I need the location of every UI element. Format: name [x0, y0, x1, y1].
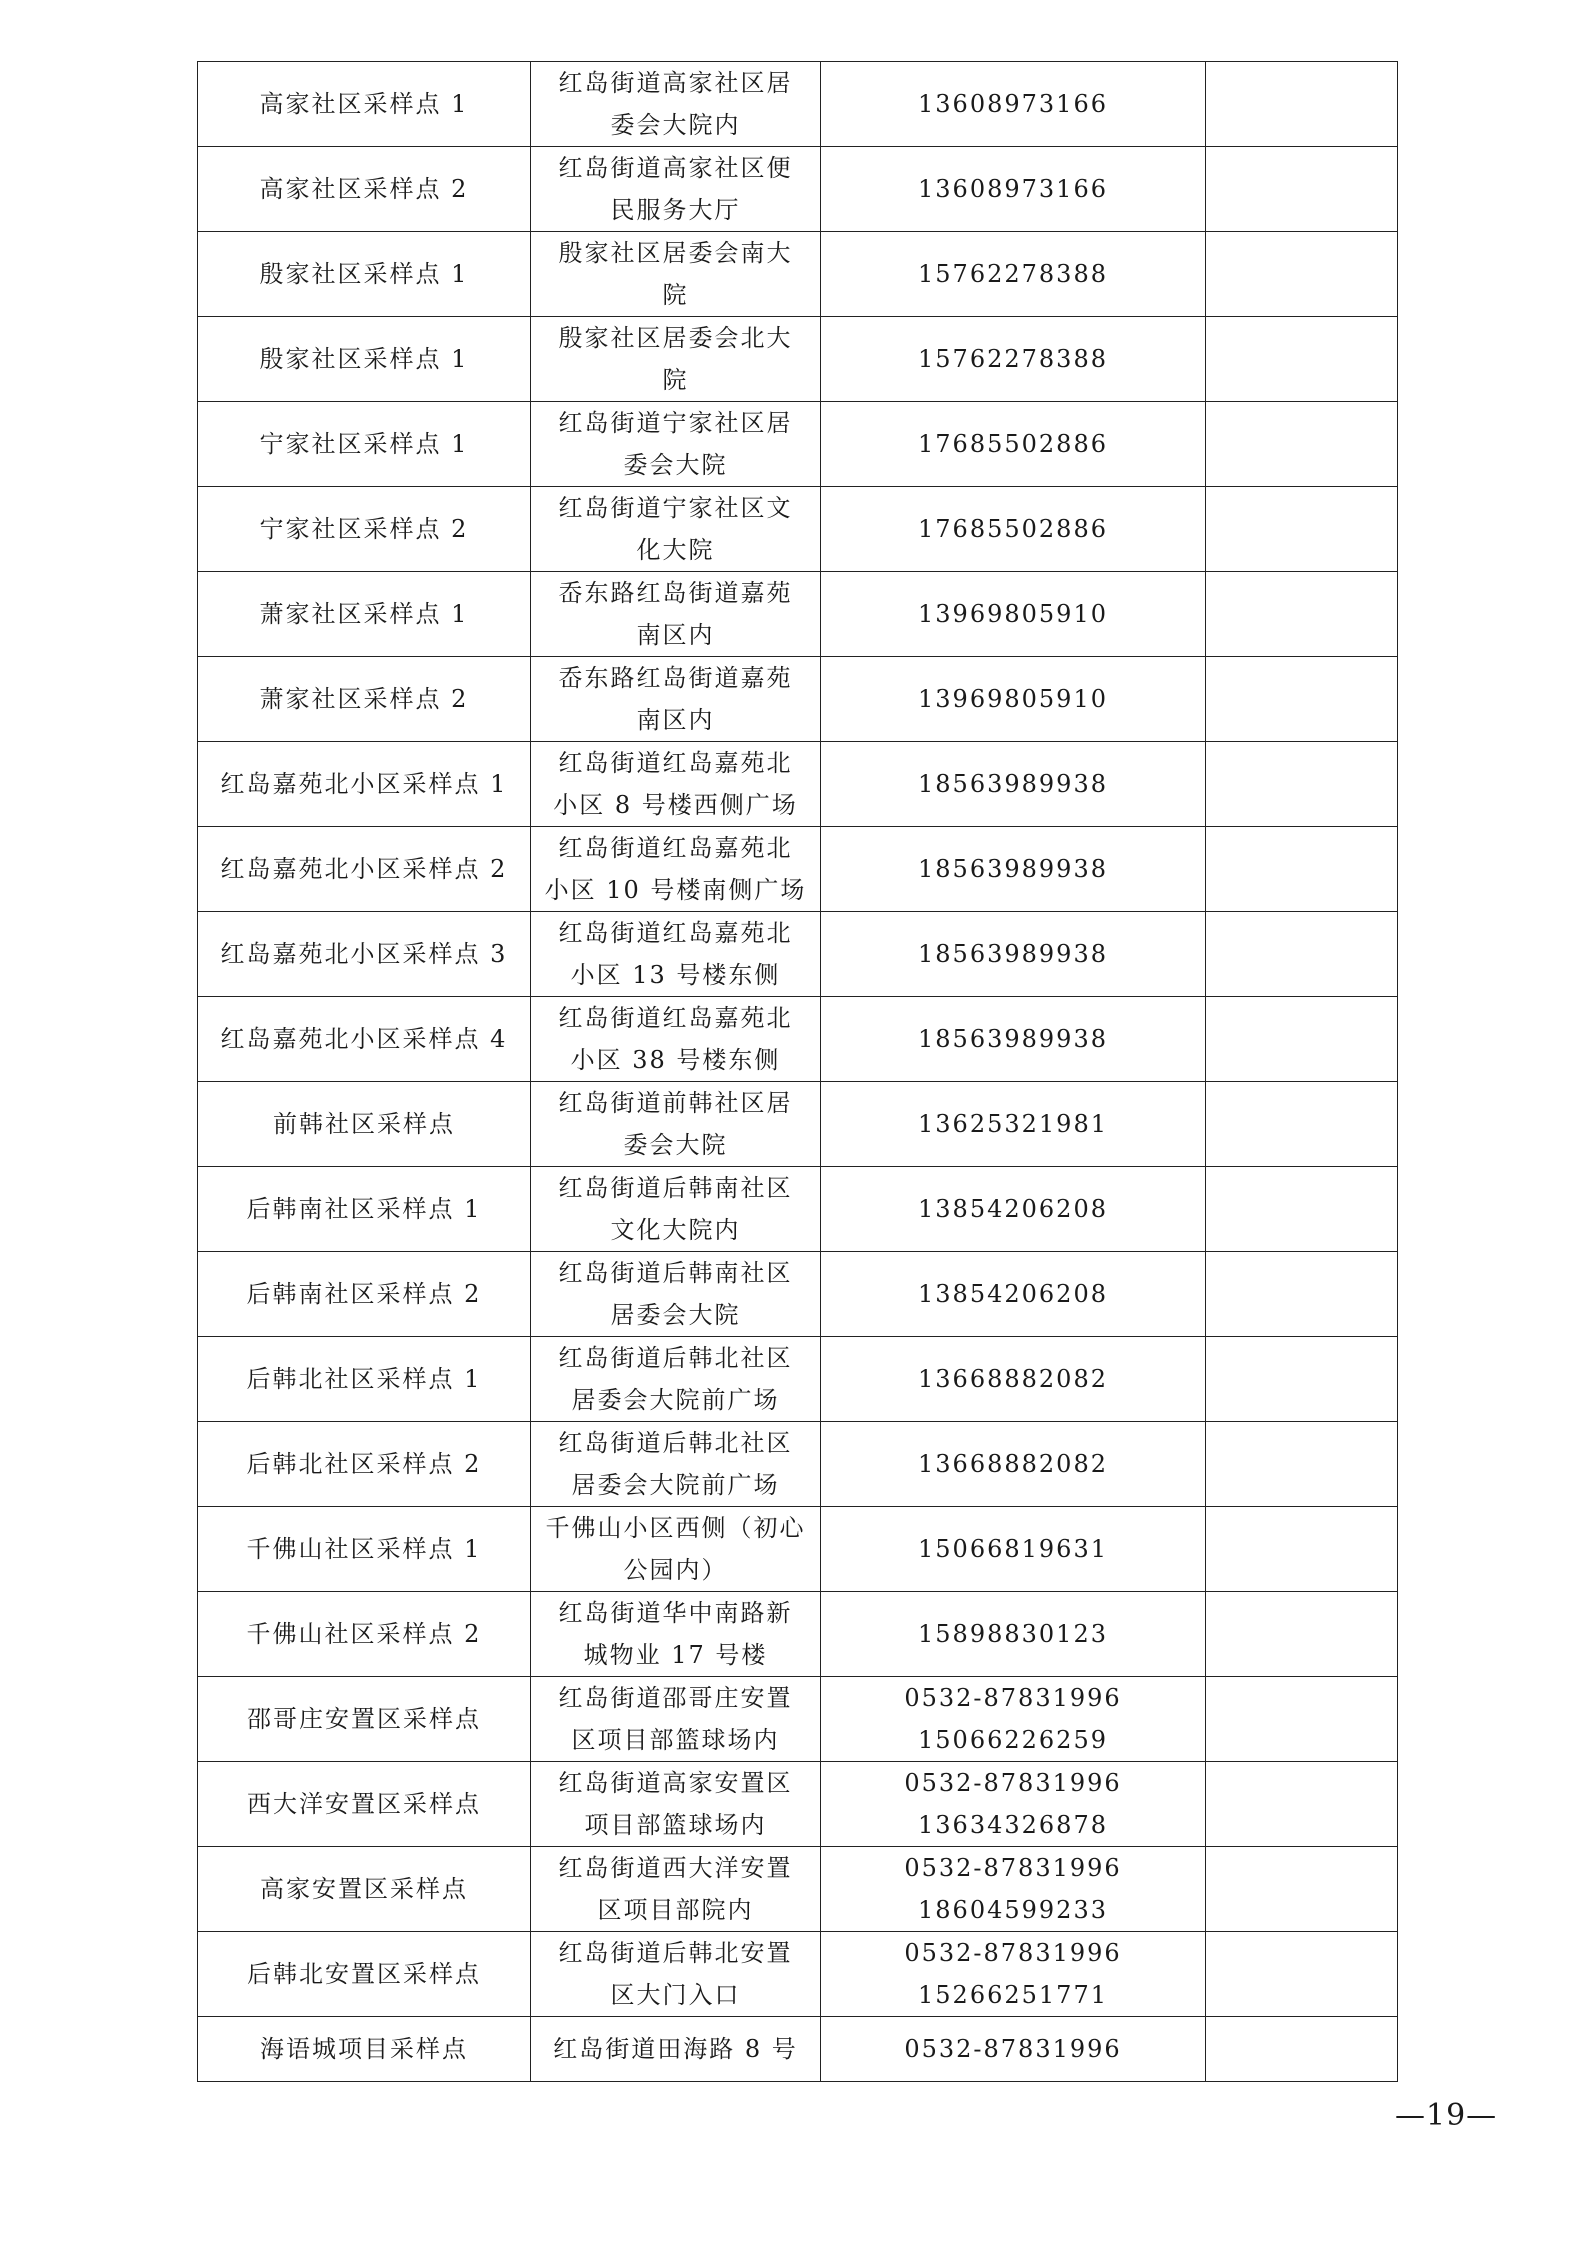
address-line: 红岛街道后韩北社区 — [558, 1429, 793, 1457]
note-cell — [1206, 1932, 1398, 2017]
phone-number: 13634326878 — [918, 1811, 1108, 1839]
address-line: 红岛街道宁家社区文 — [558, 494, 793, 522]
phone-number: 0532-87831996 — [904, 1684, 1122, 1712]
address-line: 红岛街道西大洋安置 — [558, 1854, 793, 1882]
table-row — [198, 1592, 1398, 1677]
address-line: 南区内 — [636, 621, 715, 649]
phone-number: 18604599233 — [918, 1896, 1108, 1924]
note-cell — [1206, 402, 1398, 487]
site-name-cell: 后韩北社区采样点 2 — [198, 1422, 531, 1507]
table-row — [198, 1847, 1398, 1932]
note-cell — [1206, 1337, 1398, 1422]
note-cell — [1206, 1592, 1398, 1677]
phone-number: 13854206208 — [918, 1280, 1108, 1308]
note-cell — [1206, 572, 1398, 657]
table-body — [198, 62, 1398, 2082]
address-line: 红岛街道高家安置区 — [558, 1769, 793, 1797]
note-cell — [1206, 657, 1398, 742]
note-cell — [1206, 1507, 1398, 1592]
contact-phone-cell — [821, 1932, 1206, 2017]
address-line: 委会大院 — [623, 451, 728, 479]
site-name-cell: 后韩北安置区采样点 — [198, 1932, 531, 2017]
phone-number: 17685502886 — [918, 515, 1108, 543]
site-name-cell: 萧家社区采样点 1 — [198, 572, 531, 657]
phone-number: 0532-87831996 — [904, 2035, 1122, 2063]
site-name-cell: 后韩南社区采样点 1 — [198, 1167, 531, 1252]
address-line: 南区内 — [636, 706, 715, 734]
address-line: 殷家社区居委会南大 — [558, 239, 793, 267]
table-row — [198, 912, 1398, 997]
table-row — [198, 827, 1398, 912]
phone-number: 13668882082 — [918, 1365, 1108, 1393]
address-line: 居委会大院前广场 — [571, 1471, 780, 1499]
phone-number: 17685502886 — [918, 430, 1108, 458]
phone-number: 15266251771 — [918, 1981, 1108, 2009]
address-line: 红岛街道后韩北社区 — [558, 1344, 793, 1372]
site-name-cell: 千佛山社区采样点 1 — [198, 1507, 531, 1592]
contact-phone-cell — [821, 657, 1206, 742]
address-line: 居委会大院前广场 — [571, 1386, 780, 1414]
contact-phone-cell — [821, 232, 1206, 317]
address-line: 民服务大厅 — [610, 196, 741, 224]
phone-number: 15762278388 — [918, 345, 1108, 373]
address-line: 红岛街道田海路 8 号 — [553, 2035, 798, 2063]
address-line: 千佛山小区西侧（初心 — [545, 1514, 806, 1542]
table-row — [198, 1507, 1398, 1592]
contact-phone-cell — [821, 317, 1206, 402]
contact-phone-cell — [821, 1337, 1206, 1422]
contact-phone-cell — [821, 62, 1206, 147]
contact-phone-cell — [821, 912, 1206, 997]
phone-number: 15066226259 — [918, 1726, 1108, 1754]
site-name-cell: 殷家社区采样点 1 — [198, 317, 531, 402]
site-name-cell: 高家社区采样点 1 — [198, 62, 531, 147]
address-line: 红岛街道红岛嘉苑北 — [558, 749, 793, 777]
site-address-cell — [531, 1507, 821, 1592]
address-line: 红岛街道后韩南社区 — [558, 1174, 793, 1202]
contact-phone-cell — [821, 742, 1206, 827]
contact-phone-cell — [821, 1592, 1206, 1677]
contact-phone-cell — [821, 997, 1206, 1082]
site-address-cell — [531, 1932, 821, 2017]
address-line: 委会大院 — [623, 1131, 728, 1159]
table-row — [198, 487, 1398, 572]
phone-number: 0532-87831996 — [904, 1769, 1122, 1797]
address-line: 城物业 17 号楼 — [583, 1641, 768, 1669]
address-line: 院 — [662, 281, 689, 309]
table-row — [198, 1252, 1398, 1337]
address-line: 化大院 — [636, 536, 715, 564]
contact-phone-cell — [821, 1677, 1206, 1762]
table-row — [198, 2017, 1398, 2082]
site-name-cell: 高家社区采样点 2 — [198, 147, 531, 232]
site-address-cell — [531, 657, 821, 742]
contact-phone-cell — [821, 1252, 1206, 1337]
table-row — [198, 997, 1398, 1082]
address-line: 红岛街道后韩南社区 — [558, 1259, 793, 1287]
address-line: 项目部篮球场内 — [584, 1811, 767, 1839]
contact-phone-cell — [821, 1082, 1206, 1167]
contact-phone-cell — [821, 487, 1206, 572]
note-cell — [1206, 317, 1398, 402]
address-line: 公园内） — [623, 1556, 728, 1584]
address-line: 红岛街道宁家社区居 — [558, 409, 793, 437]
site-address-cell — [531, 1592, 821, 1677]
address-line: 岙东路红岛街道嘉苑 — [558, 579, 793, 607]
note-cell — [1206, 1847, 1398, 1932]
address-line: 殷家社区居委会北大 — [558, 324, 793, 352]
phone-number: 15066819631 — [918, 1535, 1108, 1563]
site-address-cell — [531, 232, 821, 317]
note-cell — [1206, 147, 1398, 232]
note-cell — [1206, 487, 1398, 572]
note-cell — [1206, 62, 1398, 147]
site-address-cell — [531, 402, 821, 487]
site-address-cell — [531, 1167, 821, 1252]
note-cell — [1206, 1167, 1398, 1252]
site-name-cell: 宁家社区采样点 2 — [198, 487, 531, 572]
site-address-cell — [531, 1422, 821, 1507]
phone-number: 13625321981 — [918, 1110, 1108, 1138]
site-name-cell: 西大洋安置区采样点 — [198, 1762, 531, 1847]
address-line: 小区 8 号楼西侧广场 — [553, 791, 798, 819]
address-line: 居委会大院 — [610, 1301, 741, 1329]
address-line: 区项目部篮球场内 — [571, 1726, 780, 1754]
site-name-cell: 红岛嘉苑北小区采样点 1 — [198, 742, 531, 827]
site-name-cell: 后韩南社区采样点 2 — [198, 1252, 531, 1337]
site-address-cell — [531, 317, 821, 402]
contact-phone-cell — [821, 572, 1206, 657]
site-address-cell — [531, 1082, 821, 1167]
contact-phone-cell — [821, 1847, 1206, 1932]
address-line: 红岛街道高家社区居 — [558, 69, 793, 97]
site-address-cell — [531, 2017, 821, 2082]
sampling-sites-table — [197, 61, 1398, 2082]
table-row — [198, 402, 1398, 487]
site-name-cell: 后韩北社区采样点 1 — [198, 1337, 531, 1422]
phone-number: 18563989938 — [918, 940, 1108, 968]
address-line: 院 — [662, 366, 689, 394]
address-line: 红岛街道红岛嘉苑北 — [558, 1004, 793, 1032]
site-name-cell: 高家安置区采样点 — [198, 1847, 531, 1932]
table-row — [198, 317, 1398, 402]
table-row — [198, 1762, 1398, 1847]
address-line: 红岛街道高家社区便 — [558, 154, 793, 182]
note-cell — [1206, 1082, 1398, 1167]
phone-number: 18563989938 — [918, 770, 1108, 798]
site-address-cell — [531, 147, 821, 232]
address-line: 红岛街道红岛嘉苑北 — [558, 834, 793, 862]
site-name-cell: 红岛嘉苑北小区采样点 4 — [198, 997, 531, 1082]
phone-number: 18563989938 — [918, 855, 1108, 883]
phone-number: 15898830123 — [918, 1620, 1108, 1648]
phone-number: 13969805910 — [918, 685, 1108, 713]
site-address-cell — [531, 912, 821, 997]
note-cell — [1206, 742, 1398, 827]
site-address-cell — [531, 1252, 821, 1337]
site-address-cell — [531, 1677, 821, 1762]
contact-phone-cell — [821, 1422, 1206, 1507]
table-row — [198, 1082, 1398, 1167]
phone-number: 13668882082 — [918, 1450, 1108, 1478]
site-name-cell: 前韩社区采样点 — [198, 1082, 531, 1167]
site-name-cell: 宁家社区采样点 1 — [198, 402, 531, 487]
address-line: 红岛街道后韩北安置 — [558, 1939, 793, 1967]
phone-number: 13969805910 — [918, 600, 1108, 628]
note-cell — [1206, 1422, 1398, 1507]
address-line: 红岛街道邵哥庄安置 — [558, 1684, 793, 1712]
table-row — [198, 62, 1398, 147]
contact-phone-cell — [821, 827, 1206, 912]
site-address-cell — [531, 742, 821, 827]
contact-phone-cell — [821, 2017, 1206, 2082]
note-cell — [1206, 1677, 1398, 1762]
table-row — [198, 742, 1398, 827]
site-address-cell — [531, 1847, 821, 1932]
site-name-cell: 红岛嘉苑北小区采样点 2 — [198, 827, 531, 912]
note-cell — [1206, 997, 1398, 1082]
phone-number: 0532-87831996 — [904, 1939, 1122, 1967]
site-address-cell — [531, 572, 821, 657]
address-line: 文化大院内 — [610, 1216, 741, 1244]
site-address-cell — [531, 1337, 821, 1422]
note-cell — [1206, 232, 1398, 317]
address-line: 红岛街道前韩社区居 — [558, 1089, 793, 1117]
table-row — [198, 232, 1398, 317]
site-address-cell — [531, 1762, 821, 1847]
table-row — [198, 1422, 1398, 1507]
address-line: 区项目部院内 — [597, 1896, 754, 1924]
phone-number: 13608973166 — [918, 175, 1108, 203]
table-row — [198, 1932, 1398, 2017]
site-address-cell — [531, 827, 821, 912]
site-name-cell: 海语城项目采样点 — [198, 2017, 531, 2082]
table-row — [198, 657, 1398, 742]
address-line: 区大门入口 — [610, 1981, 741, 2009]
table-row — [198, 147, 1398, 232]
contact-phone-cell — [821, 1167, 1206, 1252]
note-cell — [1206, 912, 1398, 997]
table-row — [198, 572, 1398, 657]
address-line: 小区 13 号楼东侧 — [570, 961, 781, 989]
phone-number: 0532-87831996 — [904, 1854, 1122, 1882]
address-line: 委会大院内 — [610, 111, 741, 139]
table-row — [198, 1677, 1398, 1762]
phone-number: 13608973166 — [918, 90, 1108, 118]
note-cell — [1206, 1252, 1398, 1337]
site-address-cell — [531, 997, 821, 1082]
phone-number: 18563989938 — [918, 1025, 1108, 1053]
site-name-cell: 红岛嘉苑北小区采样点 3 — [198, 912, 531, 997]
page-number: —19— — [1395, 2098, 1498, 2133]
contact-phone-cell — [821, 147, 1206, 232]
note-cell — [1206, 2017, 1398, 2082]
site-address-cell — [531, 62, 821, 147]
site-name-cell: 殷家社区采样点 1 — [198, 232, 531, 317]
note-cell — [1206, 1762, 1398, 1847]
note-cell — [1206, 827, 1398, 912]
site-name-cell: 千佛山社区采样点 2 — [198, 1592, 531, 1677]
site-name-cell: 萧家社区采样点 2 — [198, 657, 531, 742]
address-line: 小区 38 号楼东侧 — [570, 1046, 781, 1074]
contact-phone-cell — [821, 1507, 1206, 1592]
phone-number: 15762278388 — [918, 260, 1108, 288]
table-row — [198, 1167, 1398, 1252]
address-line: 红岛街道红岛嘉苑北 — [558, 919, 793, 947]
address-line: 小区 10 号楼南侧广场 — [544, 876, 807, 904]
phone-number: 13854206208 — [918, 1195, 1108, 1223]
contact-phone-cell — [821, 402, 1206, 487]
contact-phone-cell — [821, 1762, 1206, 1847]
site-name-cell: 邵哥庄安置区采样点 — [198, 1677, 531, 1762]
address-line: 红岛街道华中南路新 — [558, 1599, 793, 1627]
site-address-cell — [531, 487, 821, 572]
sampling-sites-table-container — [197, 61, 1397, 2082]
address-line: 岙东路红岛街道嘉苑 — [558, 664, 793, 692]
table-row — [198, 1337, 1398, 1422]
